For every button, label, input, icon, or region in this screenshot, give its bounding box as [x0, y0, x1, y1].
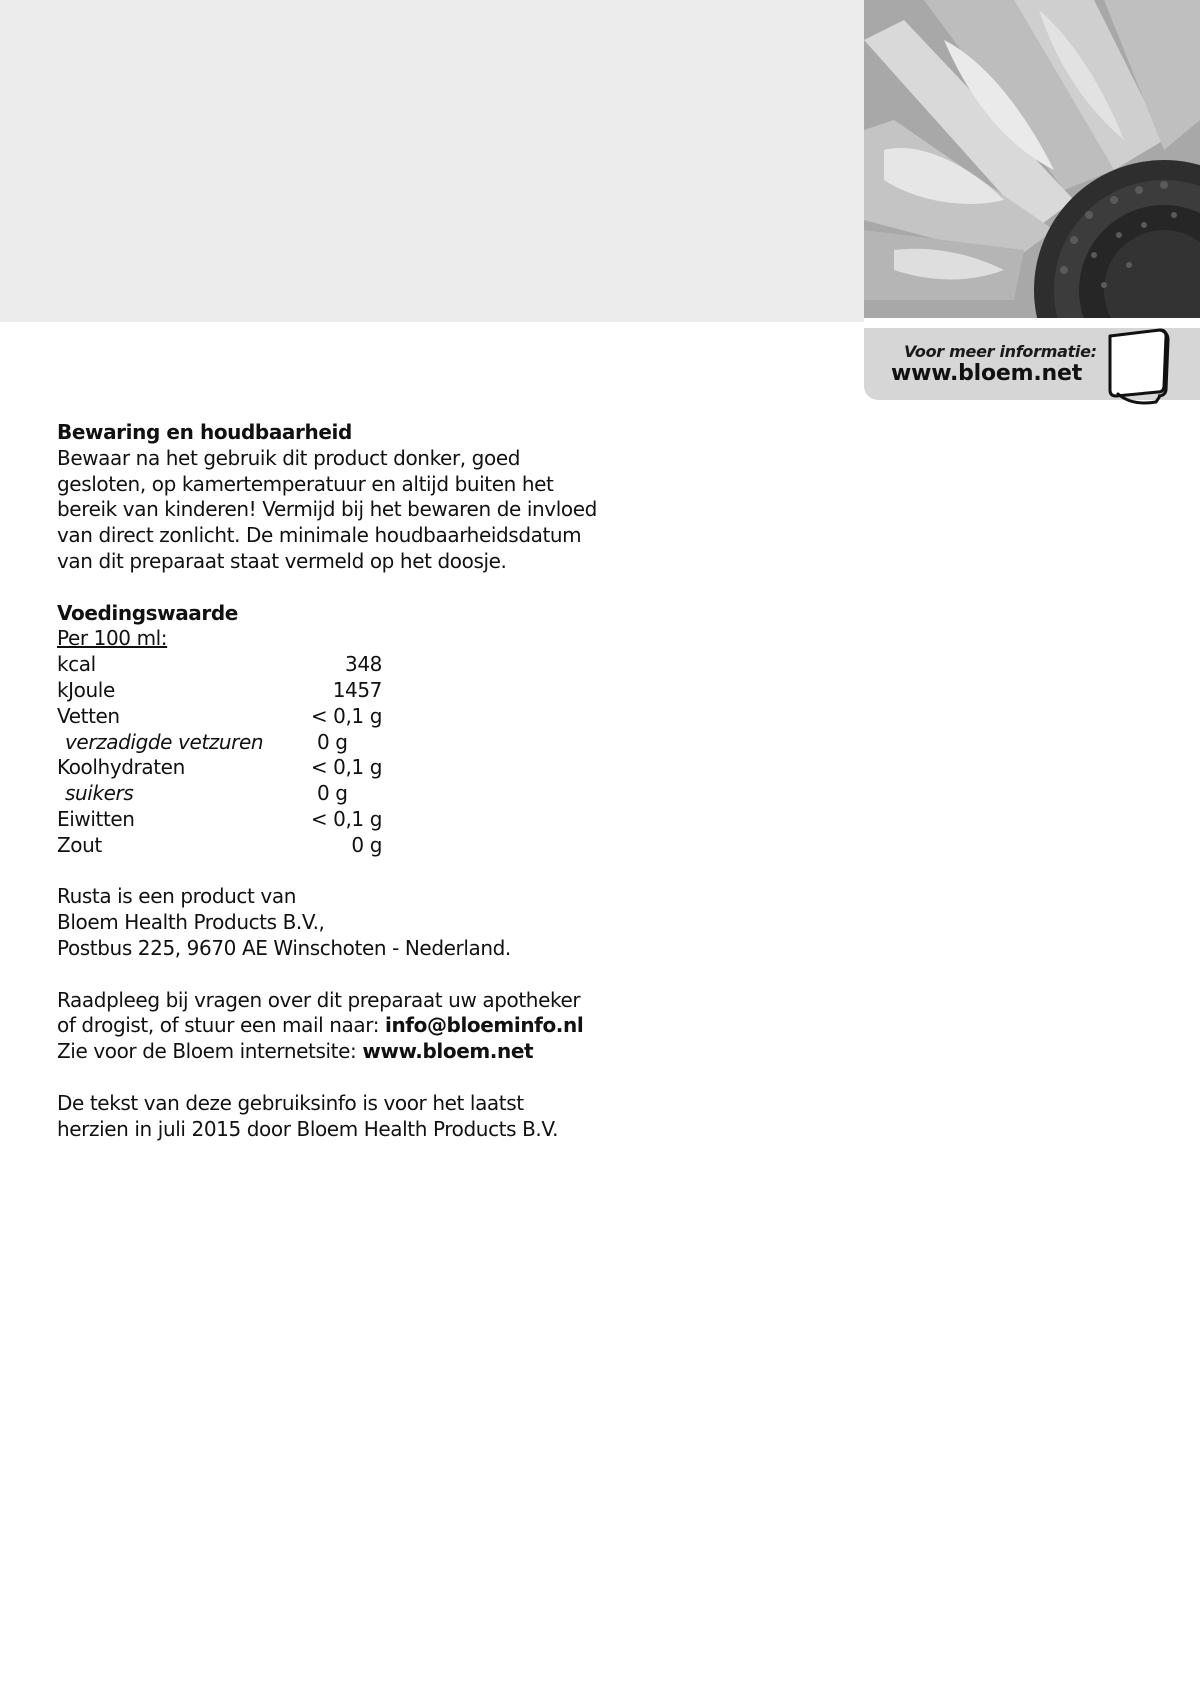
manufacturer-line: Bloem Health Products B.V., — [57, 910, 325, 935]
info-url-link[interactable]: www.bloem.net — [891, 361, 1083, 386]
nutrition-row — [57, 730, 617, 756]
nutrient-name: Zout — [57, 832, 102, 857]
storage-line: gesloten, op kamertemperatuur en altijd buiten het — [57, 471, 554, 496]
contact-section — [57, 988, 617, 1065]
manufacturer-line: Postbus 225, 9670 AE Winschoten - Nederland. — [57, 935, 511, 960]
nutrient-name: Koolhydraten — [57, 755, 185, 780]
leaflet-content — [57, 420, 617, 1142]
nutrient-name: verzadigde vetzuren — [65, 729, 264, 754]
nutrition-row — [57, 781, 617, 807]
nutrient-name: kcal — [57, 652, 96, 677]
storage-line: van dit preparaat staat vermeld op het doosje. — [57, 548, 507, 573]
storage-line: bereik van kinderen! Vermijd bij het bewaren de invloed — [57, 497, 597, 522]
info-label: Voor meer informatie: — [904, 342, 1097, 361]
flower-image — [864, 0, 1200, 322]
monitor-icon — [1102, 328, 1172, 412]
nutrition-row — [57, 652, 617, 678]
contact-web-prefix: Zie voor de Bloem internetsite: — [57, 1039, 363, 1064]
contact-line — [57, 1039, 617, 1065]
contact-email-link[interactable]: info@bloeminfo.nl — [385, 1013, 584, 1038]
nutrient-value: 0 g — [351, 832, 382, 857]
nutrient-value: < 0,1 g — [310, 755, 382, 780]
storage-heading: Bewaring en houdbaarheid — [57, 420, 352, 444]
manufacturer-section — [57, 884, 617, 961]
nutrient-value: 0 g — [317, 781, 348, 806]
nutrition-row — [57, 833, 617, 859]
header-band — [0, 0, 864, 322]
info-box — [864, 328, 1200, 400]
nutrient-name: suikers — [65, 781, 134, 806]
nutrition-row — [57, 807, 617, 833]
nutrition-row — [57, 678, 617, 704]
nutrient-value: 1457 — [332, 677, 382, 702]
nutrient-name: kJoule — [57, 677, 115, 702]
nutrition-row — [57, 704, 617, 730]
contact-line: Raadpleeg bij vragen over dit preparaat uw apotheker — [57, 987, 581, 1012]
revision-line: De tekst van deze gebruiksinfo is voor het laatst — [57, 1090, 524, 1115]
revision-section — [57, 1091, 617, 1143]
website-link[interactable]: www.bloem.net — [362, 1039, 534, 1064]
nutrient-value: < 0,1 g — [310, 806, 382, 831]
nutrient-value: 0 g — [317, 729, 348, 754]
nutrient-name: Eiwitten — [57, 806, 135, 831]
nutrition-per: Per 100 ml: — [57, 626, 168, 651]
nutrition-row — [57, 755, 617, 781]
storage-line: van direct zonlicht. De minimale houdbaarheidsdatum — [57, 523, 582, 548]
nutrition-heading: Voedingswaarde — [57, 600, 238, 625]
storage-line: Bewaar na het gebruik dit product donker, goed — [57, 445, 521, 470]
nutrient-value: 348 — [345, 652, 382, 677]
revision-line: herzien in juli 2015 door Bloem Health Products B.V. — [57, 1116, 559, 1141]
contact-mail-prefix: of drogist, of stuur een mail naar: — [57, 1013, 386, 1038]
storage-section — [57, 420, 617, 575]
nutrient-name: Vetten — [57, 703, 120, 728]
contact-line — [57, 1013, 617, 1039]
manufacturer-line: Rusta is een product van — [57, 884, 296, 909]
nutrition-section — [57, 601, 617, 859]
nutrient-value: < 0,1 g — [310, 703, 382, 728]
